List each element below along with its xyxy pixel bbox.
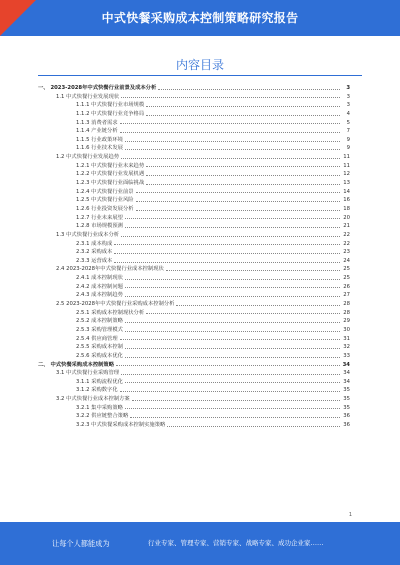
toc-leader-dots xyxy=(125,141,340,142)
toc-entry[interactable] xyxy=(38,395,350,404)
toc-entry-page: 14 xyxy=(343,188,350,195)
toc-leader-dots xyxy=(125,322,340,323)
toc-entry-page: 23 xyxy=(343,249,350,256)
toc-leader-dots xyxy=(121,158,340,159)
toc-leader-dots xyxy=(176,305,340,306)
toc-entry-page: 25 xyxy=(343,266,350,273)
toc-entry[interactable] xyxy=(38,265,350,274)
toc-leader-dots xyxy=(125,408,340,409)
toc-entry[interactable] xyxy=(38,421,350,430)
toc-entry[interactable] xyxy=(38,119,350,128)
toc-top-divider xyxy=(38,75,362,76)
toc-leader-dots xyxy=(114,253,340,254)
toc-entry[interactable] xyxy=(38,231,350,240)
toc-entry[interactable] xyxy=(38,93,350,102)
toc-entry[interactable] xyxy=(38,326,350,335)
toc-entry-page: 11 xyxy=(343,154,350,161)
toc-entry-page: 12 xyxy=(343,171,350,178)
toc-entry[interactable] xyxy=(38,361,350,370)
report-title: 中式快餐采购成本控制策略研究报告 xyxy=(101,11,299,25)
toc-leader-dots xyxy=(120,123,340,124)
toc-leader-dots xyxy=(120,132,340,133)
toc-entry-label: 2.3.1 成本构成 xyxy=(76,240,113,247)
toc-entry-page: 34 xyxy=(343,370,350,377)
toc-entry[interactable] xyxy=(38,162,350,171)
toc-entry-label: 1.2.2 中式快餐行业发展机遇 xyxy=(76,171,145,178)
toc-entry-page: 11 xyxy=(343,162,350,169)
toc-entry-label: 1.3 中式快餐行业成本分析 xyxy=(56,231,120,238)
page-number: 1 xyxy=(348,512,352,518)
footer-bar xyxy=(0,522,400,565)
toc-entry-label: 1.2.7 行业未来展望 xyxy=(76,214,123,221)
toc-entry-label: 1.2.4 中式快餐行业前景 xyxy=(76,188,134,195)
table-of-contents xyxy=(38,84,350,430)
toc-entry-page: 4 xyxy=(346,110,350,117)
toc-entry[interactable] xyxy=(38,205,350,214)
footer-slogan: 让每个人都能成为 xyxy=(52,539,110,548)
toc-entry-page: 20 xyxy=(343,214,350,221)
toc-leader-dots xyxy=(121,236,340,237)
toc-entry-page: 27 xyxy=(343,292,350,299)
toc-entry-label: 1.1 中式快餐行业发展现状 xyxy=(56,93,120,100)
toc-entry-page: 7 xyxy=(346,128,350,135)
toc-leader-dots xyxy=(146,175,340,176)
toc-entry-page: 32 xyxy=(343,344,350,351)
toc-entry[interactable] xyxy=(38,153,350,162)
toc-entry[interactable] xyxy=(38,404,350,413)
toc-entry-label: 2.5.6 采购成本优化 xyxy=(76,352,123,359)
toc-entry-label: 2.4.1 成本控制现状 xyxy=(76,275,123,282)
toc-leader-dots xyxy=(132,400,340,401)
toc-entry-label: 1.2 中式快餐行业发展趋势 xyxy=(56,154,120,161)
toc-entry[interactable] xyxy=(38,84,350,93)
toc-entry-page: 29 xyxy=(343,318,350,325)
toc-entry-page: 24 xyxy=(343,257,350,264)
toc-entry[interactable] xyxy=(38,188,350,197)
toc-entry-label: 2.4 2023-2028年中式快餐行业成本控制现状 xyxy=(56,266,164,273)
toc-leader-dots xyxy=(125,331,340,332)
toc-entry-page: 13 xyxy=(343,180,350,187)
toc-entry-page: 30 xyxy=(343,326,350,333)
toc-entry-label: 2.3.3 运营成本 xyxy=(76,257,113,264)
toc-leader-dots xyxy=(121,374,340,375)
toc-entry[interactable] xyxy=(38,352,350,361)
toc-entry-label: 1.1.5 行业政策环境 xyxy=(76,136,123,143)
toc-entry[interactable] xyxy=(38,309,350,318)
toc-entry-label: 2.5 2023-2028年中式快餐行业采购成本控制分析 xyxy=(56,301,175,308)
toc-leader-dots xyxy=(125,279,340,280)
toc-leader-dots xyxy=(120,391,340,392)
toc-leader-dots xyxy=(121,97,340,98)
toc-leader-dots xyxy=(125,382,340,383)
toc-entry-label: 1.2.8 市场规模预测 xyxy=(76,223,123,230)
toc-entry[interactable] xyxy=(38,127,350,136)
toc-leader-dots xyxy=(136,201,340,202)
toc-entry[interactable] xyxy=(38,240,350,249)
toc-entry[interactable] xyxy=(38,222,350,231)
toc-entry-page: 28 xyxy=(343,309,350,316)
toc-entry-label: 1.2.5 中式快餐行业风险 xyxy=(76,197,134,204)
toc-leader-dots xyxy=(146,184,340,185)
toc-leader-dots xyxy=(120,339,340,340)
toc-leader-dots xyxy=(125,296,340,297)
toc-entry-label: 1.1.3 消费者需求 xyxy=(76,119,118,126)
toc-entry[interactable] xyxy=(38,110,350,119)
toc-leader-dots xyxy=(114,262,340,263)
toc-leader-dots xyxy=(125,287,340,288)
toc-entry-label: 1.2.3 中式快餐行业面临挑战 xyxy=(76,180,145,187)
toc-entry-label: 3.1 中式快餐行业采购管理 xyxy=(56,370,120,377)
toc-leader-dots xyxy=(136,210,340,211)
toc-entry[interactable] xyxy=(38,136,350,145)
toc-entry-label: 3.2.3 中式快餐采购成本控制实施策略 xyxy=(76,421,166,428)
toc-entry[interactable] xyxy=(38,179,350,188)
toc-entry-label: 2.5.1 采购成本控制现状分析 xyxy=(76,309,145,316)
toc-entry[interactable] xyxy=(38,317,350,326)
toc-entry-page: 18 xyxy=(343,205,350,212)
toc-leader-dots xyxy=(125,348,340,349)
toc-entry[interactable] xyxy=(38,412,350,421)
toc-entry-label: 3.2 中式快餐行业成本控制方案 xyxy=(56,396,130,403)
toc-entry-page: 36 xyxy=(343,421,350,428)
toc-leader-dots xyxy=(167,426,340,427)
toc-entry-page: 35 xyxy=(343,396,350,403)
header-bar xyxy=(0,0,400,36)
toc-entry-page: 36 xyxy=(343,413,350,420)
toc-entry-page: 28 xyxy=(343,301,350,308)
toc-entry-label: 2.4.2 成本控制问题 xyxy=(76,283,123,290)
toc-entry[interactable] xyxy=(38,386,350,395)
toc-entry[interactable] xyxy=(38,369,350,378)
toc-entry[interactable] xyxy=(38,300,350,309)
toc-entry[interactable] xyxy=(38,170,350,179)
toc-entry[interactable] xyxy=(38,274,350,283)
footer-roles: 行业专家、管理专家、营销专家、战略专家、成功企业家…… xyxy=(148,539,324,547)
toc-leader-dots xyxy=(116,365,340,366)
toc-leader-dots xyxy=(158,89,340,90)
toc-entry-label: 一、 2023-2028年中式快餐行业前景及成本分析 xyxy=(38,85,157,91)
toc-entry-page: 33 xyxy=(343,352,350,359)
toc-entry-label: 2.5.4 供应商管理 xyxy=(76,335,118,342)
toc-entry[interactable] xyxy=(38,343,350,352)
toc-leader-dots xyxy=(114,244,340,245)
toc-leader-dots xyxy=(125,357,340,358)
toc-leader-dots xyxy=(146,115,340,116)
toc-entry[interactable] xyxy=(38,101,350,110)
toc-entry-label: 2.5.3 采购管理模式 xyxy=(76,326,123,333)
toc-entry-page: 9 xyxy=(346,136,350,143)
toc-entry-page: 34 xyxy=(342,361,350,368)
toc-entry-page: 31 xyxy=(343,335,350,342)
toc-entry[interactable] xyxy=(38,335,350,344)
toc-entry-label: 1.2.6 行业投资发展分析 xyxy=(76,205,134,212)
toc-entry-page: 9 xyxy=(346,145,350,152)
toc-entry-label: 3.2.1 集中采购策略 xyxy=(76,404,123,411)
toc-entry-label: 1.2.1 中式快餐行业未来趋势 xyxy=(76,162,145,169)
toc-entry-page: 16 xyxy=(343,197,350,204)
toc-entry-page: 21 xyxy=(343,223,350,230)
toc-leader-dots xyxy=(146,313,340,314)
toc-entry-label: 3.1.1 采购流程优化 xyxy=(76,378,123,385)
toc-entry-page: 22 xyxy=(343,231,350,238)
toc-entry[interactable] xyxy=(38,291,350,300)
toc-leader-dots xyxy=(130,417,340,418)
toc-entry[interactable] xyxy=(38,214,350,223)
toc-entry-page: 34 xyxy=(343,378,350,385)
toc-leader-dots xyxy=(136,192,340,193)
toc-entry-label: 2.3.2 采购成本 xyxy=(76,249,113,256)
toc-leader-dots xyxy=(146,106,340,107)
toc-entry[interactable] xyxy=(38,283,350,292)
toc-entry-page: 3 xyxy=(346,102,350,109)
toc-entry[interactable] xyxy=(38,144,350,153)
toc-entry-page: 5 xyxy=(346,119,350,126)
toc-entry[interactable] xyxy=(38,378,350,387)
toc-entry-page: 25 xyxy=(343,275,350,282)
toc-entry-page: 35 xyxy=(343,387,350,394)
toc-entry-label: 2.4.3 成本控制趋势 xyxy=(76,292,123,299)
toc-entry[interactable] xyxy=(38,196,350,205)
toc-entry[interactable] xyxy=(38,257,350,266)
toc-entry-label: 1.1.2 中式快餐行业竞争格局 xyxy=(76,110,145,117)
toc-entry-label: 3.2.2 供应链整合策略 xyxy=(76,413,129,420)
toc-leader-dots xyxy=(125,227,340,228)
toc-entry[interactable] xyxy=(38,248,350,257)
toc-entry-page: 35 xyxy=(343,404,350,411)
toc-entry-label: 1.1.6 行业技术发展 xyxy=(76,145,123,152)
toc-leader-dots xyxy=(125,218,340,219)
toc-leader-dots xyxy=(146,166,340,167)
toc-entry-page: 3 xyxy=(346,93,350,100)
toc-entry-page: 26 xyxy=(343,283,350,290)
toc-entry-label: 1.1.4 产业链分析 xyxy=(76,128,118,135)
toc-entry-label: 1.1.1 中式快餐行业市场规模 xyxy=(76,102,145,109)
toc-entry-label: 二、 中式快餐采购成本控制策略 xyxy=(38,361,115,368)
toc-entry-label: 2.5.5 采购成本控制 xyxy=(76,344,123,351)
toc-title: 内容目录 xyxy=(175,58,224,72)
toc-leader-dots xyxy=(166,270,340,271)
toc-leader-dots xyxy=(125,149,340,150)
toc-entry-page: 22 xyxy=(343,240,350,247)
toc-entry-label: 2.5.2 成本控制策略 xyxy=(76,318,123,325)
toc-entry-page: 3 xyxy=(346,85,350,91)
toc-entry-label: 3.1.2 采购数字化 xyxy=(76,387,118,394)
